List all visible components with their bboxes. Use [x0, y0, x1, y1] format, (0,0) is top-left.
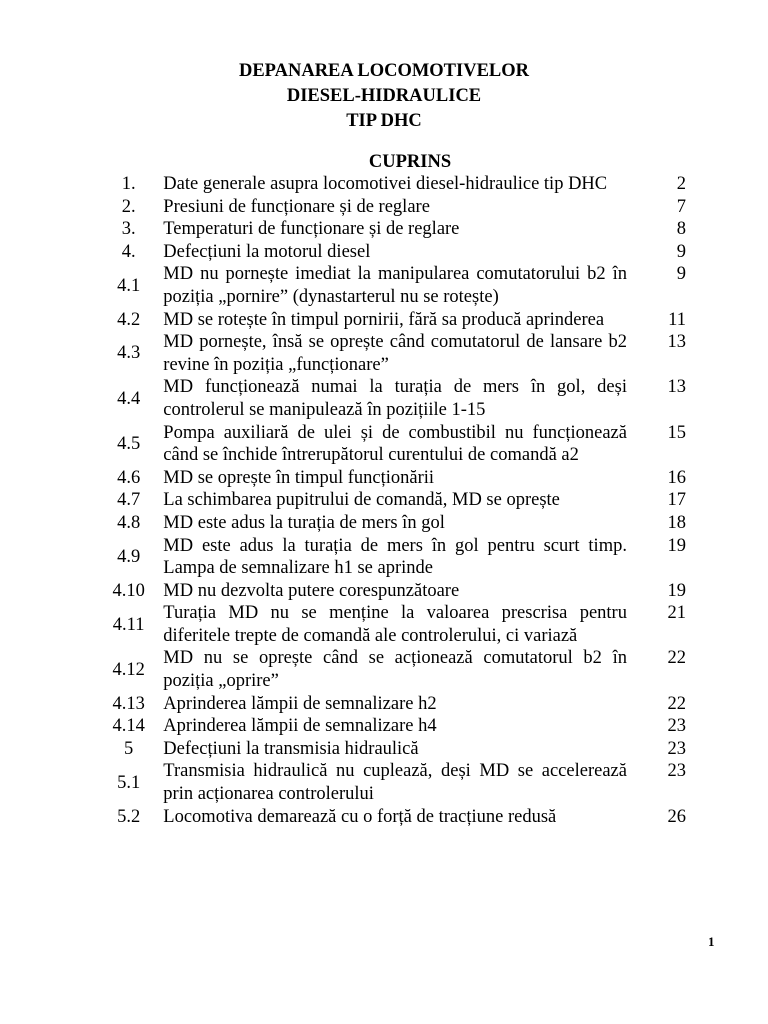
toc-entry-page: 13 — [667, 332, 686, 353]
toc-entry-title: Aprinderea lămpii de semnalizare h2 — [163, 693, 437, 714]
toc-entry-number: 5.2 — [117, 806, 141, 827]
toc-entry-number: 2. — [121, 196, 136, 217]
toc-entry-title: La schimbarea pupitrului de comandă, MD se oprește — [163, 490, 560, 511]
toc-entry-number: 4.3 — [117, 343, 141, 364]
title-line: DEPANAREA LOCOMOTIVELOR — [238, 61, 530, 81]
toc-entry-number: 4.10 — [112, 580, 145, 601]
toc-entry-number: 4.7 — [117, 490, 141, 511]
toc-entry-title: Aprinderea lămpii de semnalizare h4 — [163, 716, 437, 737]
toc-entry-title: MD se rotește în timpul pornirii, fără sa producă aprinderea — [163, 309, 605, 330]
toc-entry-title: Pompa auxiliară de ulei și de combustibil nu funcționează când se închide întrerupătorul curentului de comandă a2 — [163, 422, 627, 466]
toc-entry — [98, 241, 700, 264]
toc-entry-number: 4.6 — [117, 467, 141, 488]
contents-heading: CUPRINS — [368, 152, 452, 172]
toc-entry-page: 17 — [667, 490, 686, 511]
toc-entry — [98, 580, 700, 603]
page-number: 1 — [708, 934, 715, 949]
toc-entry-number: 4. — [121, 241, 136, 262]
toc-entry-title: MD nu pornește imediat la manipularea comutatorului b2 în poziția „pornire” (dynastarterul nu se rotește) — [163, 264, 627, 307]
toc-entry-page: 7 — [676, 196, 686, 217]
toc-entry-number: 5.1 — [117, 772, 141, 793]
toc-entry-page: 23 — [667, 738, 686, 759]
toc-entry — [98, 173, 700, 196]
toc-entry-page: 18 — [667, 512, 686, 533]
toc-entry-number: 4.12 — [112, 659, 145, 680]
toc-entry-page: 23 — [667, 716, 686, 737]
toc-entry-page: 16 — [667, 467, 686, 488]
toc-entry-number: 3. — [121, 219, 136, 240]
toc-entry-title: MD nu dezvolta putere corespunzătoare — [163, 580, 460, 601]
toc-entry-title: Presiuni de funcționare și de reglare — [163, 196, 430, 217]
toc-entry — [98, 512, 700, 535]
toc-entry-number: 4.4 — [117, 388, 141, 409]
toc-entry-title: Locomotiva demarează cu o forță de tracțiune redusă — [163, 806, 557, 827]
toc-entry-title: MD nu se oprește când se acționează comutatorul b2 în poziția „oprire” — [163, 648, 627, 692]
toc-entry-number: 4.1 — [117, 275, 141, 296]
toc-entry-number: 4.8 — [117, 512, 141, 533]
toc-entry-page: 15 — [667, 422, 686, 443]
toc-entry — [98, 806, 700, 829]
toc-entry-page: 2 — [676, 174, 686, 194]
toc-entry-number: 4.9 — [117, 546, 141, 567]
toc-entry — [98, 693, 700, 716]
toc-entry-page: 11 — [668, 309, 686, 330]
toc-entry — [98, 535, 700, 580]
toc-entry-page: 26 — [667, 806, 686, 827]
toc-entry-title: Defecțiuni la transmisia hidraulică — [163, 738, 419, 759]
toc-entry-page: 22 — [667, 648, 686, 669]
toc-entry-page: 19 — [667, 580, 686, 601]
toc-entry — [98, 263, 700, 308]
toc-entry — [98, 715, 700, 738]
toc-entry — [98, 196, 700, 219]
toc-entry-page: 22 — [667, 693, 686, 714]
toc-entry-title: MD pornește, însă se oprește când comutatorul de lansare b2 revine în poziția „funcționare” — [163, 332, 627, 375]
toc-entry — [98, 218, 700, 241]
toc-entry — [98, 309, 700, 332]
toc-entry-title: MD funcționează numai la turația de mers în gol, deși controlerul se manipulează în pozițiile 1-15 — [163, 377, 627, 420]
toc-entry — [98, 331, 700, 376]
toc-entry-page: 21 — [667, 603, 686, 624]
toc-entry-number: 4.2 — [117, 309, 141, 330]
toc-entry — [98, 760, 700, 805]
toc-entry-number: 4.14 — [112, 716, 145, 737]
toc-entry-title: Date generale asupra locomotivei diesel-hidraulice tip DHC — [163, 174, 608, 194]
title-line: TIP DHC — [346, 111, 422, 131]
toc-entry — [98, 467, 700, 490]
toc-entry-title: MD este adus la turația de mers în gol pentru scurt timp. Lampa de semnalizare h1 se aprinde — [163, 535, 627, 579]
toc-entry-number: 1. — [121, 174, 136, 194]
toc-entry-number: 4.13 — [112, 693, 145, 714]
toc-entry-page: 9 — [676, 241, 686, 262]
toc-entry — [98, 647, 700, 692]
toc-entry-page: 13 — [667, 377, 686, 398]
toc-entry — [98, 489, 700, 512]
toc-entry-page: 8 — [676, 219, 686, 240]
toc-entry — [98, 422, 700, 467]
toc-entry-page: 19 — [667, 535, 686, 556]
toc-entry — [98, 376, 700, 421]
toc-entry-number: 5 — [124, 738, 134, 759]
toc-entry-number: 4.11 — [112, 614, 145, 635]
toc-entry — [98, 602, 700, 647]
toc-entry-title: Turația MD nu se menține la valoarea prescrisa pentru diferitele trepte de comandă ale controlerului, ci variază — [163, 603, 627, 646]
table-of-contents — [98, 173, 700, 828]
toc-entry-title: MD este adus la turația de mers în gol — [163, 512, 445, 533]
toc-entry-title: Defecțiuni la motorul diesel — [163, 241, 371, 262]
toc-entry-page: 9 — [676, 264, 686, 285]
toc-entry-number: 4.5 — [117, 433, 141, 454]
document-title — [0, 59, 768, 134]
toc-entry-page: 23 — [667, 761, 686, 782]
title-line: DIESEL-HIDRAULICE — [286, 86, 482, 106]
toc-entry — [98, 738, 700, 761]
toc-entry-title: MD se oprește în timpul funcționării — [163, 467, 435, 488]
toc-entry-title: Temperaturi de funcționare și de reglare — [163, 219, 460, 240]
toc-entry-title: Transmisia hidraulică nu cuplează, deși MD se accelerează prin acționarea controlerului — [163, 761, 627, 805]
